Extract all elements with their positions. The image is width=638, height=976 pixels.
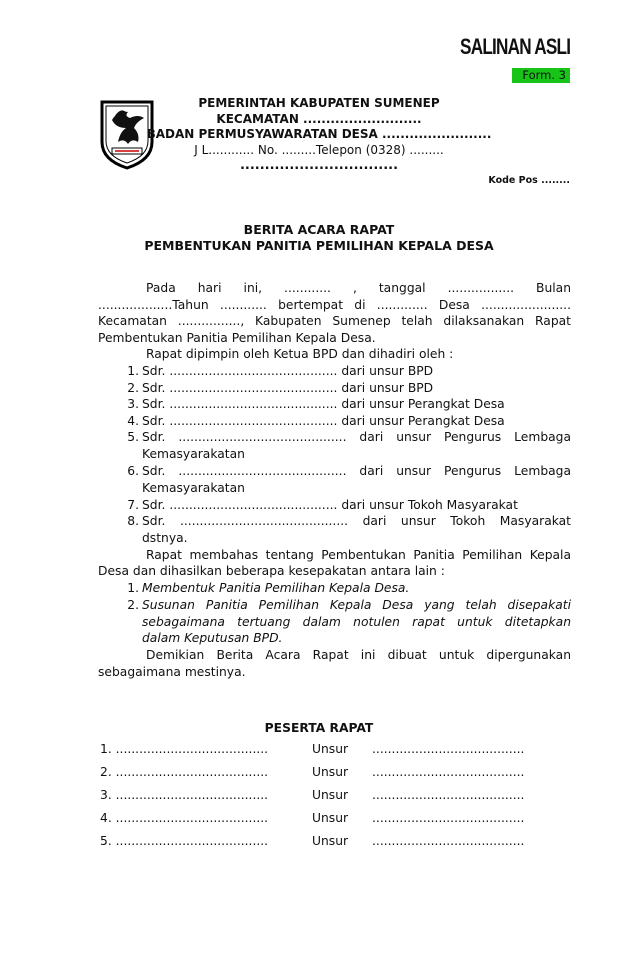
- attendee-number: 3.: [127, 397, 139, 411]
- paragraph-4-line-1: Demikian Berita Acara Rapat ini dibuat untuk dipergunakan: [146, 648, 571, 662]
- attendee-item: [127, 513, 571, 546]
- attendee-line: Sdr. ........................................... dari unsur Tokoh Masyarakat: [142, 514, 571, 528]
- attendee-number: 7.: [127, 498, 139, 512]
- peserta-name: 3. .......................................: [100, 788, 269, 802]
- paragraph-1-line-3: Kecamatan ................, Kabupaten Sumenep telah dilaksanakan Rapat: [98, 314, 571, 328]
- paragraph-3-line-2: Desa dan dihasilkan beberapa kesepakatan antara lain :: [98, 564, 445, 578]
- attendee-number: 4.: [127, 414, 139, 428]
- peserta-row: [100, 742, 571, 760]
- attendee-item: [127, 497, 571, 514]
- attendee-line-continued: Kemasyarakatan: [142, 446, 245, 461]
- doc-subtitle: PEMBENTUKAN PANITIA PEMILIHAN KEPALA DESA: [144, 238, 494, 253]
- peserta-row: [100, 811, 571, 829]
- doc-title: BERITA ACARA RAPAT: [243, 222, 395, 237]
- attendee-line-continued: Kemasyarakatan: [142, 480, 245, 495]
- peserta-row: [100, 788, 571, 806]
- form-label: Form. 3: [512, 68, 570, 83]
- attendee-number: 8.: [127, 514, 139, 528]
- peserta-unsur-label: Unsur: [312, 788, 349, 802]
- kode-pos: Kode Pos ........: [488, 175, 570, 186]
- peserta-unsur-value: .......................................: [372, 765, 525, 779]
- attendee-item: [127, 396, 571, 413]
- attendee-item: [127, 413, 571, 430]
- attendee-number: 6.: [127, 464, 139, 478]
- attendee-number: 1.: [127, 364, 139, 378]
- agreement-item: [127, 597, 571, 647]
- agreement-item: [127, 580, 571, 597]
- peserta-unsur-label: Unsur: [312, 834, 349, 848]
- peserta-unsur-label: Unsur: [312, 765, 349, 779]
- attendee-number: 2.: [127, 381, 139, 395]
- peserta-row: [100, 765, 571, 783]
- paragraph-2: Rapat dipimpin oleh Ketua BPD dan dihadiri oleh :: [146, 347, 454, 361]
- header-dots: ................................: [239, 158, 399, 173]
- peserta-name: 2. .......................................: [100, 765, 269, 779]
- agreement-number: 2.: [127, 598, 139, 612]
- agreement-line-continued: sebagaimana tertuang dalam notulen rapat untuk ditetapkan: [142, 614, 571, 629]
- peserta-unsur-value: .......................................: [372, 742, 525, 756]
- paragraph-4-line-2: sebagaimana mestinya.: [98, 665, 246, 679]
- agreement-line: Susunan Panitia Pemilihan Kepala Desa yang telah disepakati: [142, 598, 571, 612]
- agreement-line: Membentuk Panitia Pemilihan Kepala Desa.: [142, 581, 410, 595]
- header-kecamatan: KECAMATAN ..........................: [216, 112, 422, 126]
- attendee-line: Sdr. ........................................... dari unsur Tokoh Masyarakat: [142, 498, 518, 512]
- attendee-line: Sdr. ........................................... dari unsur Pengurus Lembaga: [142, 464, 571, 478]
- peserta-name: 5. .......................................: [100, 834, 269, 848]
- peserta-unsur-value: .......................................: [372, 811, 525, 825]
- paragraph-1-line-1: Pada hari ini, ............ , tanggal ................. Bulan: [146, 281, 571, 295]
- header-bpd: BADAN PERMUSYAWARATAN DESA ........................: [146, 127, 492, 141]
- agreement-number: 1.: [127, 581, 139, 595]
- attendee-line-continued: dstnya.: [142, 530, 188, 545]
- peserta-unsur-value: .......................................: [372, 834, 525, 848]
- paragraph-3-line-1: Rapat membahas tentang Pembentukan Panitia Pemilihan Kepala: [146, 548, 571, 562]
- peserta-row: [100, 834, 571, 852]
- paragraph-1-line-2: ...................Tahun ............ bertempat di ............. Desa .......................: [98, 298, 571, 312]
- attendee-item: [127, 429, 571, 462]
- attendee-line: Sdr. ........................................... dari unsur Perangkat Desa: [142, 414, 505, 428]
- peserta-unsur-label: Unsur: [312, 811, 349, 825]
- attendee-item: [127, 363, 571, 380]
- peserta-name: 4. .......................................: [100, 811, 269, 825]
- peserta-name: 1. .......................................: [100, 742, 269, 756]
- peserta-unsur-label: Unsur: [312, 742, 349, 756]
- attendee-line: Sdr. ........................................... dari unsur BPD: [142, 381, 434, 395]
- peserta-unsur-value: .......................................: [372, 788, 525, 802]
- paragraph-1-line-4: Pembentukan Panitia Pemilihan Kepala Desa.: [98, 331, 376, 345]
- attendee-item: [127, 463, 571, 496]
- peserta-title: PESERTA RAPAT: [264, 721, 374, 735]
- salinan-asli-stamp: SALINAN ASLI: [459, 34, 570, 59]
- header-address: J L............ No. .........Telepon (0328) .........: [194, 143, 444, 157]
- attendee-number: 5.: [127, 430, 139, 444]
- attendee-line: Sdr. ........................................... dari unsur Perangkat Desa: [142, 397, 505, 411]
- attendee-item: [127, 380, 571, 397]
- header-pemerintah: PEMERINTAH KABUPATEN SUMENEP: [198, 96, 440, 110]
- agreement-line-continued: dalam Keputusan BPD.: [142, 631, 283, 646]
- attendee-line: Sdr. ........................................... dari unsur BPD: [142, 364, 434, 378]
- attendee-line: Sdr. ........................................... dari unsur Pengurus Lembaga: [142, 430, 571, 444]
